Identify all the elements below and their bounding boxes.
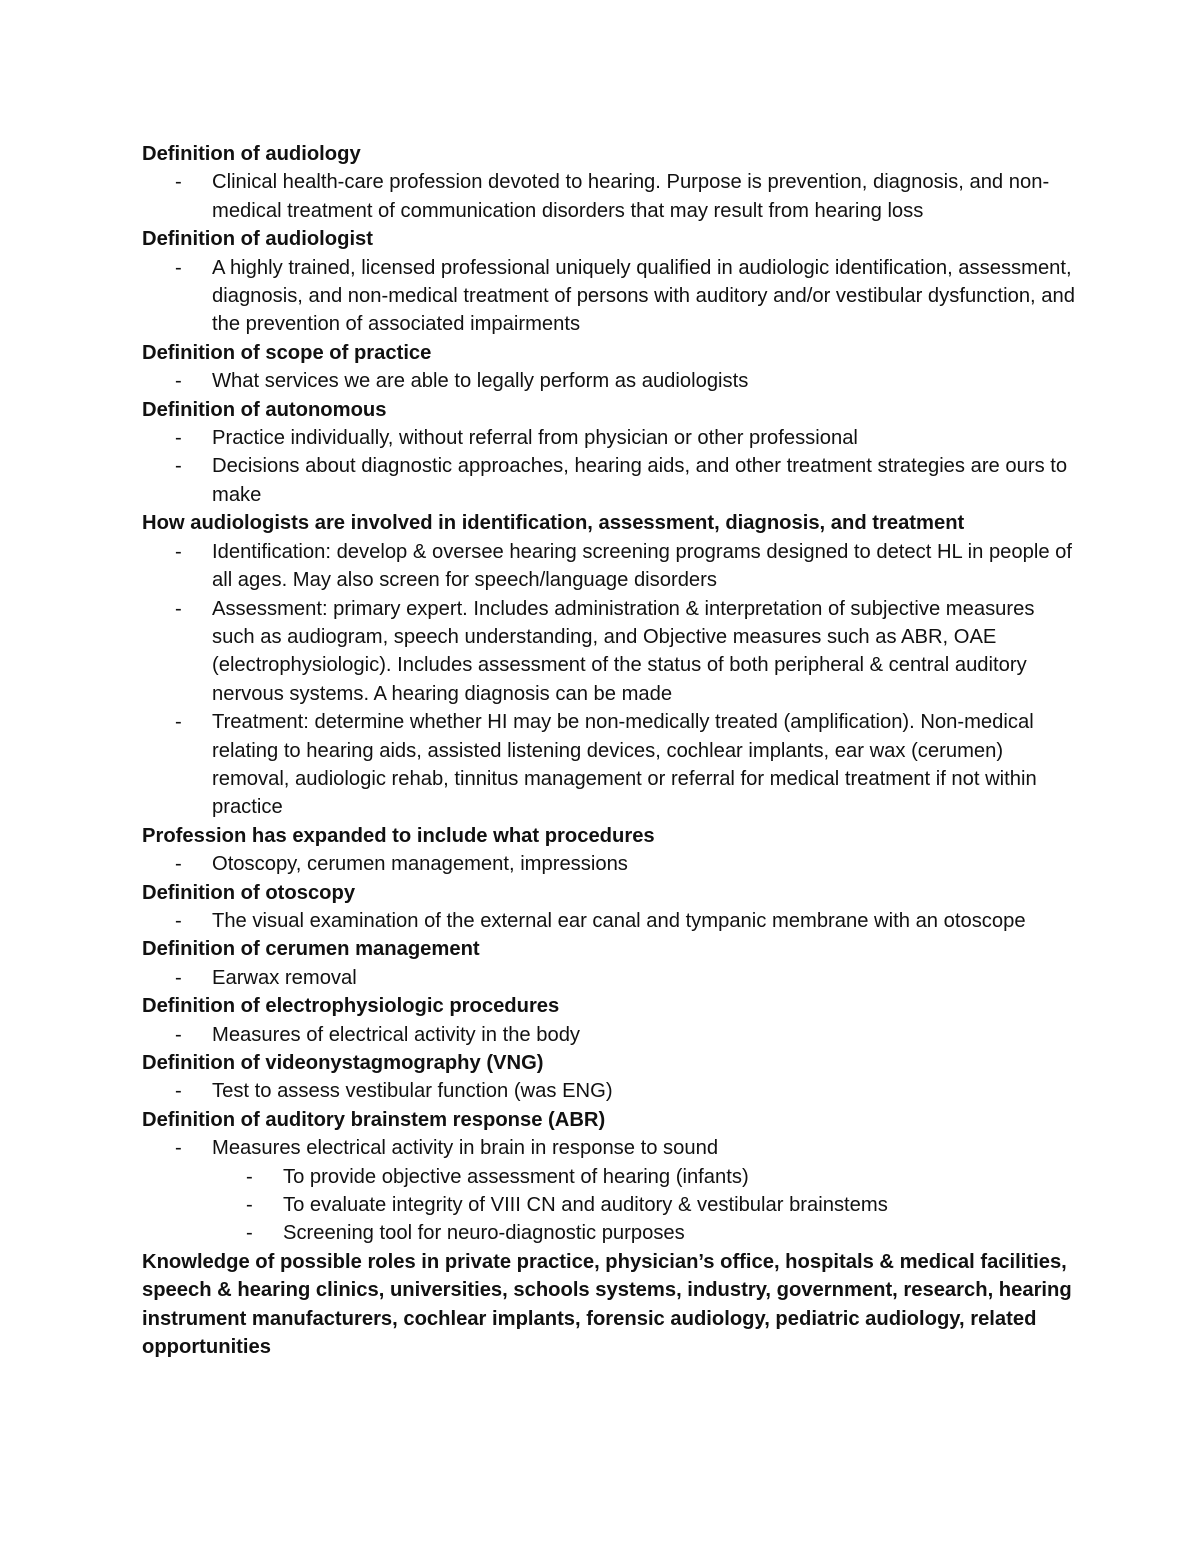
- section-heading: Knowledge of possible roles in private practice, physician’s office, hospitals & medical facilities, speech & hearing clinics, universities, schools systems, industry, government, research, hearing instrument manufacturers, cochlear implants, forensic audiology, pediatric audiology, related opportunities: [142, 1250, 1072, 1359]
- bullet-dash: -: [246, 1222, 253, 1245]
- bullet-text: Practice individually, without referral from physician or other professional: [212, 427, 858, 450]
- bullet-dash: -: [175, 909, 182, 932]
- bullet-item: [142, 168, 1080, 225]
- bullet-text: Screening tool for neuro-diagnostic purposes: [283, 1222, 685, 1245]
- bullet-item: [142, 452, 1080, 509]
- bullet-text: Assessment: primary expert. Includes administration & interpretation of subjective measures such as audiogram, speech understanding, and Objective measures such as ABR, OAE (electrophysiologic). Includes assessment of the status of both peripheral & central auditory nervous systems. A hearing diagnosis can be made: [212, 597, 1035, 705]
- bullet-item: [142, 1021, 1080, 1049]
- section-heading: Definition of audiology: [142, 143, 361, 165]
- bullet-item: [142, 850, 1080, 878]
- bullet-dash: -: [175, 455, 182, 478]
- section-heading: Definition of cerumen management: [142, 938, 480, 961]
- bullet-dash: -: [175, 171, 182, 194]
- bullet-dash: -: [175, 1023, 182, 1046]
- bullet-item: [142, 424, 1080, 452]
- bullet-dash: -: [175, 1137, 182, 1160]
- bullet-text: Treatment: determine whether HI may be non-medically treated (amplification). Non-medical relating to hearing aids, assisted listening devices, cochlear implants, ear wax (cerumen) removal, audiologic rehab, tinnitus management or referral for medical treatment if not within practice: [212, 711, 1037, 819]
- section-heading: Profession has expanded to include what procedures: [142, 824, 655, 847]
- section-heading: Definition of videonystagmography (VNG): [142, 1052, 544, 1074]
- section-heading: Definition of autonomous: [142, 398, 387, 421]
- bullet-item: [142, 907, 1080, 935]
- section-heading: Definition of otoscopy: [142, 881, 356, 904]
- bullet-text: Measures of electrical activity in the body: [212, 1023, 581, 1046]
- sub-bullet-item: [142, 1163, 1080, 1191]
- bullet-item: [142, 708, 1080, 822]
- bullet-text: To provide objective assessment of hearing (infants): [283, 1165, 749, 1188]
- bullet-dash: -: [175, 853, 182, 876]
- bullet-item: [142, 964, 1080, 992]
- section-heading: Definition of electrophysiologic procedures: [142, 995, 560, 1018]
- bullet-dash: -: [175, 540, 182, 563]
- bullet-dash: -: [175, 597, 182, 620]
- bullet-item: [142, 254, 1080, 339]
- sub-bullet-item: [142, 1191, 1080, 1219]
- bullet-text: The visual examination of the external ear canal and tympanic membrane with an otoscope: [212, 909, 1026, 932]
- bullet-dash: -: [175, 711, 182, 734]
- bullet-text: Clinical health-care profession devoted to hearing. Purpose is prevention, diagnosis, and non-medical treatment of communication disorders that may result from hearing loss: [212, 171, 1050, 222]
- bullet-dash: -: [246, 1194, 253, 1217]
- bullet-item: [142, 1134, 1080, 1162]
- bullet-item: [142, 1077, 1080, 1105]
- bullet-dash: -: [175, 427, 182, 450]
- bullet-dash: -: [175, 966, 182, 989]
- section-heading: Definition of auditory brainstem response (ABR): [142, 1108, 606, 1131]
- bullet-dash: -: [175, 370, 182, 393]
- bullet-text: Identification: develop & oversee hearing screening programs designed to detect HL in people of all ages. May also screen for speech/language disorders: [212, 540, 1073, 592]
- bullet-item: [142, 595, 1080, 709]
- bullet-text: Earwax removal: [212, 966, 357, 989]
- sub-bullet-item: [142, 1219, 1080, 1247]
- document-body: [142, 140, 1080, 1361]
- bullet-dash: -: [175, 1080, 182, 1103]
- bullet-dash: -: [246, 1165, 253, 1188]
- section-heading: Definition of audiologist: [142, 228, 374, 251]
- bullet-text: To evaluate integrity of VIII CN and auditory & vestibular brainstems: [283, 1194, 888, 1217]
- section-heading: Definition of scope of practice: [142, 341, 432, 364]
- section-heading: How audiologists are involved in identification, assessment, diagnosis, and treatment: [142, 512, 965, 535]
- bullet-text: Measures electrical activity in brain in response to sound: [212, 1137, 719, 1160]
- bullet-item: [142, 367, 1080, 395]
- bullet-text: What services we are able to legally perform as audiologists: [212, 370, 749, 393]
- bullet-text: Test to assess vestibular function (was ENG): [212, 1080, 613, 1103]
- bullet-text: Decisions about diagnostic approaches, hearing aids, and other treatment strategies are ours to make: [212, 455, 1068, 506]
- bullet-text: A highly trained, licensed professional uniquely qualified in audiologic identification, assessment, diagnosis, and non-medical treatment of persons with auditory and/or vestibular dysfunction, and the prevention of associated impairments: [212, 256, 1075, 336]
- bullet-text: Otoscopy, cerumen management, impressions: [212, 853, 628, 876]
- bullet-item: [142, 538, 1080, 595]
- bullet-dash: -: [175, 256, 182, 279]
